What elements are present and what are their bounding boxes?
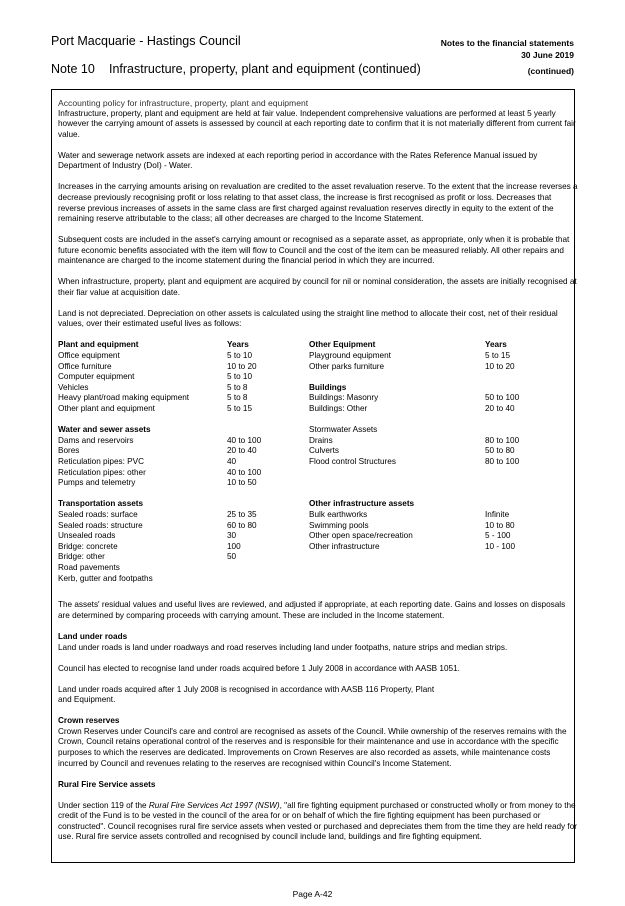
asset-class-label: Computer equipment [58, 372, 135, 382]
asset-class-label: Water and sewer assets [58, 425, 151, 435]
asset-class-label: Buildings: Other [309, 404, 368, 413]
paragraph-revaluation: Increases in the carrying amounts arising on revaluation are credited to the asset revaluation reserve. To the extent that the increase reverses a decrease previously recognising profit or loss relating to that asset class, the increase is first recognised as profit or loss. Decreases that reverse previous increases of assets in the same class are first charged against revaluation reserves directly in equity to the extent of the remaining reserve attributable to the class; all other decreases are charged to the Income Statement. [58, 182, 578, 224]
useful-life-years: Years [227, 340, 249, 350]
left-years-column [227, 340, 307, 584]
useful-life-years: 40 to 100 [227, 435, 262, 445]
useful-life-years: 10 to 20 [485, 361, 515, 371]
asset-class-label: Flood control Structures [309, 456, 396, 466]
asset-class-label: Other plant and equipment [58, 404, 155, 413]
useful-life-years [227, 574, 307, 585]
paragraph-residual-values: The assets' residual values and useful lives are reviewed, and adjusted if appropriate, at each reporting date. Gains and losses on disposals are determined by comparing proceeds with carrying amount. These are included in the Income statement. [58, 600, 566, 621]
crown-reserves-title: Crown reserves [58, 716, 120, 726]
asset-class-label: Swimming pools [309, 520, 369, 530]
land-under-roads-title: Land under roads [58, 632, 128, 642]
useful-life-years: Infinite [485, 509, 510, 519]
asset-class-label: Other Equipment [309, 340, 376, 350]
policy-content [58, 98, 578, 853]
useful-life-years [485, 425, 565, 436]
asset-class-label: Transportation assets [58, 499, 144, 509]
asset-class-label: Sealed roads: surface [58, 509, 138, 519]
asset-class-label: Bores [58, 446, 80, 456]
row-spacer [309, 489, 485, 500]
useful-life-years: 10 - 100 [485, 541, 516, 551]
useful-life-years: 60 to 80 [227, 520, 257, 530]
asset-class-label: Pumps and telemetry [58, 478, 136, 488]
useful-life-years: 50 to 80 [485, 446, 515, 456]
asset-class-label: Other parks furniture [309, 361, 385, 371]
asset-class-label: Other open space/recreation [309, 531, 413, 541]
useful-life-years: 40 [227, 456, 237, 466]
asset-class-label: Reticulation pipes: PVC [58, 456, 145, 466]
page-number: Page A-42 [292, 889, 333, 899]
continued-label: (continued) [527, 66, 574, 76]
row-spacer [485, 415, 565, 426]
note-number: Note 10 [51, 62, 95, 76]
right-labels-column [309, 340, 485, 552]
useful-life-years: 10 to 50 [227, 478, 257, 488]
useful-life-years: 25 to 35 [227, 509, 257, 519]
row-spacer [309, 478, 485, 489]
asset-class-label: Unsealed roads [58, 531, 116, 541]
useful-life-years [485, 499, 565, 510]
note-heading [51, 62, 421, 76]
asset-class-label: Culverts [309, 446, 340, 456]
row-spacer [309, 468, 485, 479]
right-years-column [485, 340, 565, 552]
aasb-116-line1: Land under roads acquired after 1 July 2008 is recognised in accordance with AASB 116 Property, Plant [58, 684, 435, 694]
useful-life-years [227, 425, 307, 436]
asset-class-label: Vehicles [58, 382, 89, 392]
useful-life-years: 10 to 80 [485, 520, 515, 530]
asset-class-label: Kerb, gutter and footpaths [58, 573, 153, 583]
row-spacer [485, 468, 565, 479]
row-spacer [58, 415, 226, 426]
paragraph-aasb-116 [58, 685, 578, 706]
asset-class-label: Office furniture [58, 361, 112, 371]
asset-class-label: Dams and reservoirs [58, 435, 134, 445]
paragraph-depreciation: Land is not depreciated. Depreciation on other assets is calculated using the straight line method to allocate their cost, net of their residual values, over their estimated useful lives as follows: [58, 308, 558, 329]
useful-life-years [485, 383, 565, 394]
useful-life-years: 100 [227, 541, 241, 551]
useful-life-years: 5 to 10 [227, 351, 253, 361]
row-spacer [227, 415, 307, 426]
paragraph-indexation: Water and sewerage network assets are indexed at each reporting period in accordance with the Rates Reference Manual issued by Department of Industry (DoI) - Water. [58, 150, 538, 171]
useful-life-years: 50 [227, 552, 237, 562]
useful-life-years: 20 to 40 [485, 404, 515, 413]
asset-class-label: Stormwater Assets [309, 425, 378, 435]
useful-life-years: 10 to 20 [227, 361, 257, 371]
rfs-text-a: Under section 119 of the [58, 800, 149, 810]
row-spacer [227, 489, 307, 500]
row-spacer [309, 415, 485, 426]
useful-life-years [227, 499, 307, 510]
useful-life-years: 20 to 40 [227, 446, 257, 456]
useful-life-years: 30 [227, 531, 237, 541]
rural-fire-title: Rural Fire Service assets [58, 779, 156, 789]
note-title: Infrastructure, property, plant and equipment (continued) [109, 62, 421, 76]
rfs-act-name: Rural Fire Services Act 1997 (NSW) [148, 800, 280, 810]
useful-life-years: 5 to 8 [227, 382, 248, 392]
asset-class-label: Reticulation pipes: other [58, 467, 146, 477]
rfs-text-b: , "all fire fighting equipment purchased or constructed wholly or from money to the credit of the Fund is to be vested in the council of the area for or on behalf of which the fire fighting equipment has been purchased or constructed". Council recognises rural fire service assets when vested or purchased and depreciates them from the time they are held ready for use. Rural fire service assets controlled and recognised by council include land, buildings and fire fighting equipment. [58, 800, 577, 842]
statement-date: 30 June 2019 [521, 50, 574, 60]
asset-class-label: Playground equipment [309, 351, 391, 361]
asset-class-label: Office equipment [58, 351, 120, 361]
asset-class-label: Bulk earthworks [309, 509, 368, 519]
policy-title: Accounting policy for infrastructure, property, plant and equipment [58, 98, 309, 108]
asset-class-label: Buildings [309, 382, 347, 392]
paragraph-aasb-1051: Council has elected to recognise land under roads acquired before 1 July 2008 in accordance with AASB 1051. [58, 663, 460, 673]
row-spacer [309, 372, 485, 383]
asset-class-label: Other infrastructure [309, 541, 380, 551]
row-spacer [58, 489, 226, 500]
asset-class-label: Bridge: concrete [58, 541, 118, 551]
row-spacer [485, 489, 565, 500]
paragraph-nil-consideration: When infrastructure, property, plant and equipment are acquired by council for nil or nominal consideration, the assets are initially recognised at their fiar value at acquisition date. [58, 277, 577, 297]
useful-life-years: 80 to 100 [485, 435, 520, 445]
row-spacer [485, 372, 565, 383]
asset-class-label: Sealed roads: structure [58, 520, 143, 530]
council-name: Port Macquarie - Hastings Council [51, 34, 241, 48]
aasb-116-line2: and Equipment. [58, 695, 116, 705]
useful-life-years: 5 to 15 [227, 404, 253, 413]
statement-header [441, 37, 574, 61]
useful-life-years [227, 563, 307, 574]
useful-life-years: 5 - 100 [485, 531, 511, 541]
asset-class-label: Other infrastructure assets [309, 499, 415, 509]
paragraph-fair-value: Infrastructure, property, plant and equipment are held at fair value. Independent comprehensive valuations are performed at least 5 yearly however the carrying amount of assets is assessed by council at each reporting date to confirm that it is not materially different from current fair value. [58, 108, 576, 139]
asset-class-label: Plant and equipment [58, 340, 139, 350]
asset-class-label: Buildings: Masonry [309, 393, 379, 403]
paragraph-land-under-roads: Land under roads is land under roadways and road reserves including land under footpaths, nature strips and median strips. [58, 642, 508, 652]
asset-class-label: Drains [309, 435, 333, 445]
paragraph-rural-fire [58, 801, 578, 843]
useful-life-years: 5 to 10 [227, 372, 253, 382]
asset-class-label: Road pavements [58, 562, 120, 572]
statement-title: Notes to the financial statements [440, 38, 574, 48]
useful-life-years: Years [485, 340, 507, 350]
useful-lives-table [58, 340, 578, 592]
useful-life-years: 5 to 15 [485, 351, 511, 361]
asset-class-label: Bridge: other [58, 552, 105, 562]
paragraph-crown-reserves: Crown Reserves under Council's care and control are recognised as assets of the Council. While ownership of the reserves remains with the Crown, Council retains operational control of the reserves and is responsible for their maintenance and use in accordance with the specific purposes to which the reserves are dedicated. Improvements on Crown Reserves are also recorded as assets, while maintenance costs incurred by Council and revenues relating to the reserves are recognised within Council's Income Statement. [58, 726, 567, 768]
useful-life-years: 80 to 100 [485, 456, 520, 466]
asset-class-label: Heavy plant/road making equipment [58, 393, 190, 403]
useful-life-years: 40 to 100 [227, 467, 262, 477]
useful-life-years: 50 to 100 [485, 393, 520, 403]
paragraph-subsequent-costs: Subsequent costs are included in the asset's carrying amount or recognised as a separate asset, as appropriate, only when it is probable that future economic benefits associated with the item will flow to Council and the cost of the item can be measured reliably. All other repairs and maintenance are charged to the income statement during the financial period in which they are incurred. [58, 235, 570, 266]
left-labels-column [58, 340, 226, 584]
row-spacer [485, 478, 565, 489]
useful-life-years: 5 to 8 [227, 393, 248, 403]
